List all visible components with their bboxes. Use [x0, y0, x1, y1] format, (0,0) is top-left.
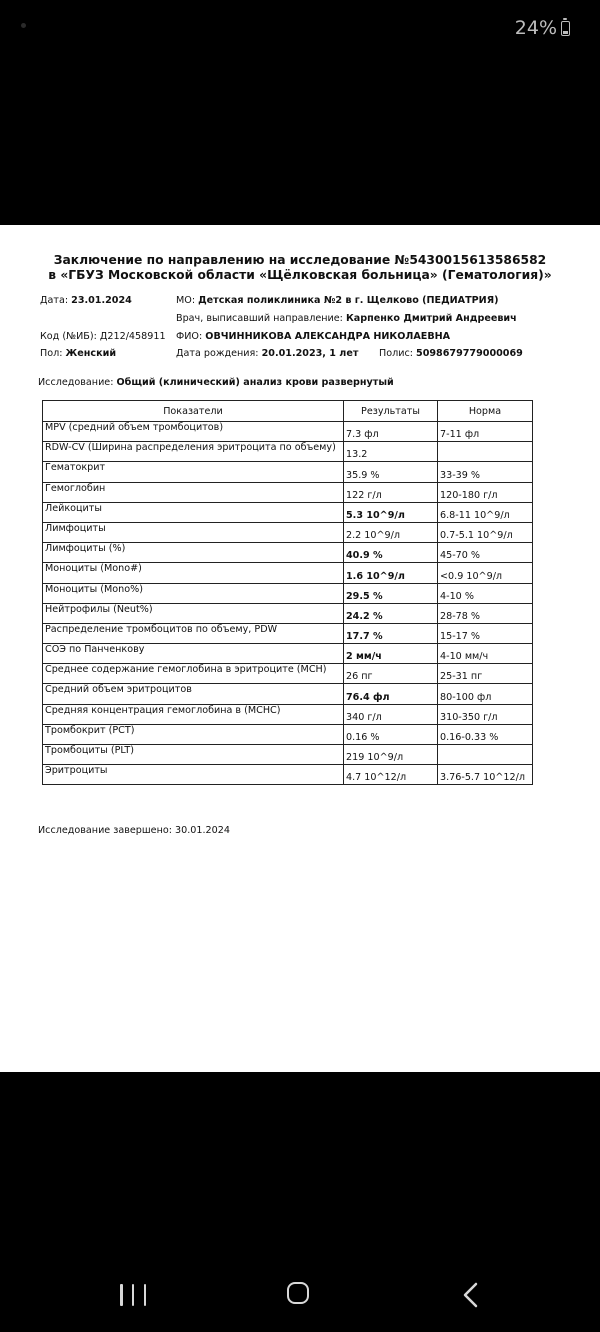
norm-cell: 0.16-0.33 %	[438, 724, 533, 744]
document-title	[0, 253, 600, 283]
norm-cell: 6.8-11 10^9/л	[438, 502, 533, 522]
indicator-cell: Эритроциты	[43, 765, 344, 785]
table-row	[43, 563, 533, 583]
norm-cell: 7-11 фл	[438, 422, 533, 442]
norm-cell: 4-10 мм/ч	[438, 644, 533, 664]
battery-icon	[561, 21, 570, 36]
battery-percent: 24%	[514, 17, 557, 39]
fio-field: ФИО: ОВЧИННИКОВА АЛЕКСАНДРА НИКОЛАЕВНА	[176, 331, 451, 342]
home-icon[interactable]	[287, 1282, 309, 1304]
result-cell: 2.2 10^9/л	[344, 522, 438, 542]
sex-field: Пол: Женский	[40, 348, 117, 359]
table-row	[43, 724, 533, 744]
table-row	[43, 765, 533, 785]
document-page[interactable]	[0, 225, 600, 1072]
indicator-cell: RDW-CV (Ширина распределения эритроцита по объему)	[43, 442, 344, 462]
norm-cell: 4-10 %	[438, 583, 533, 603]
table-row	[43, 745, 533, 765]
indicator-cell: Гемоглобин	[43, 482, 344, 502]
indicator-cell: Моноциты (Mono#)	[43, 563, 344, 583]
title-line-2: в «ГБУЗ Московской области «Щёлковская больница» (Гематология)»	[48, 268, 552, 282]
header-results: Результаты	[344, 401, 438, 422]
result-cell: 29.5 %	[344, 583, 438, 603]
study-finished: Исследование завершено: 30.01.2024	[38, 825, 230, 836]
indicator-cell: Гематокрит	[43, 462, 344, 482]
norm-cell: 33-39 %	[438, 462, 533, 482]
header-indicators: Показатели	[43, 401, 344, 422]
doctor-field: Врач, выписавший направление: Карпенко Дмитрий Андреевич	[176, 313, 517, 324]
norm-cell: 3.76-5.7 10^12/л	[438, 765, 533, 785]
table-row	[43, 422, 533, 442]
mo-field: МО: Детская поликлиника №2 в г. Щелково (ПЕДИАТРИЯ)	[176, 295, 499, 306]
header-norm: Норма	[438, 401, 533, 422]
table-row	[43, 684, 533, 704]
table-row	[43, 583, 533, 603]
indicator-cell: Лимфоциты	[43, 522, 344, 542]
result-cell: 1.6 10^9/л	[344, 563, 438, 583]
date-field: Дата: 23.01.2024	[40, 295, 132, 306]
norm-cell: 0.7-5.1 10^9/л	[438, 522, 533, 542]
norm-cell: 45-70 %	[438, 543, 533, 563]
result-cell: 0.16 %	[344, 724, 438, 744]
norm-cell	[438, 745, 533, 765]
recent-apps-icon[interactable]	[120, 1284, 146, 1306]
birth-date-field: Дата рождения: 20.01.2023, 1 лет	[176, 348, 359, 359]
norm-cell: 80-100 фл	[438, 684, 533, 704]
result-cell: 76.4 фл	[344, 684, 438, 704]
result-cell: 13.2	[344, 442, 438, 462]
table-row	[43, 603, 533, 623]
table-row	[43, 482, 533, 502]
table-row	[43, 704, 533, 724]
result-cell: 5.3 10^9/л	[344, 502, 438, 522]
result-cell: 122 г/л	[344, 482, 438, 502]
norm-cell: 28-78 %	[438, 603, 533, 623]
indicator-cell: Тромбокрит (PCT)	[43, 724, 344, 744]
result-cell: 2 мм/ч	[344, 644, 438, 664]
indicator-cell: Распределение тромбоцитов по объему, PDW	[43, 623, 344, 643]
back-icon[interactable]	[460, 1282, 484, 1308]
norm-cell: 120-180 г/л	[438, 482, 533, 502]
norm-cell	[438, 442, 533, 462]
table-row	[43, 462, 533, 482]
title-line-1: Заключение по направлению на исследование №5430015613586582	[53, 253, 547, 267]
indicator-cell: Лимфоциты (%)	[43, 543, 344, 563]
results-table	[42, 400, 533, 785]
indicator-cell: Средняя концентрация гемоглобина в (MCHC)	[43, 704, 344, 724]
study-name: Исследование: Общий (клинический) анализ крови развернутый	[38, 377, 394, 388]
result-cell: 340 г/л	[344, 704, 438, 724]
norm-cell: 15-17 %	[438, 623, 533, 643]
camera-dot-icon	[21, 23, 26, 28]
table-row	[43, 442, 533, 462]
indicator-cell: MPV (средний объем тромбоцитов)	[43, 422, 344, 442]
table-header-row	[43, 401, 533, 422]
indicator-cell: Лейкоциты	[43, 502, 344, 522]
table-row	[43, 522, 533, 542]
result-cell: 219 10^9/л	[344, 745, 438, 765]
indicator-cell: Средний объем эритроцитов	[43, 684, 344, 704]
result-cell: 7.3 фл	[344, 422, 438, 442]
norm-cell: 310-350 г/л	[438, 704, 533, 724]
battery-indicator	[515, 17, 570, 39]
result-cell: 26 пг	[344, 664, 438, 684]
status-bar	[0, 0, 600, 60]
code-field: Код (№ИБ): Д212/458911	[40, 331, 166, 342]
navigation-bar	[0, 1256, 600, 1332]
result-cell: 24.2 %	[344, 603, 438, 623]
table-row	[43, 644, 533, 664]
norm-cell: <0.9 10^9/л	[438, 563, 533, 583]
result-cell: 35.9 %	[344, 462, 438, 482]
table-row	[43, 502, 533, 522]
result-cell: 17.7 %	[344, 623, 438, 643]
indicator-cell: Моноциты (Mono%)	[43, 583, 344, 603]
indicator-cell: Нейтрофилы (Neut%)	[43, 603, 344, 623]
result-cell: 4.7 10^12/л	[344, 765, 438, 785]
policy-field: Полис: 5098679779000069	[379, 348, 523, 359]
result-cell: 40.9 %	[344, 543, 438, 563]
table-row	[43, 623, 533, 643]
indicator-cell: Среднее содержание гемоглобина в эритроците (MCH)	[43, 664, 344, 684]
table-row	[43, 664, 533, 684]
indicator-cell: СОЭ по Панченкову	[43, 644, 344, 664]
table-row	[43, 543, 533, 563]
indicator-cell: Тромбоциты (PLT)	[43, 745, 344, 765]
norm-cell: 25-31 пг	[438, 664, 533, 684]
